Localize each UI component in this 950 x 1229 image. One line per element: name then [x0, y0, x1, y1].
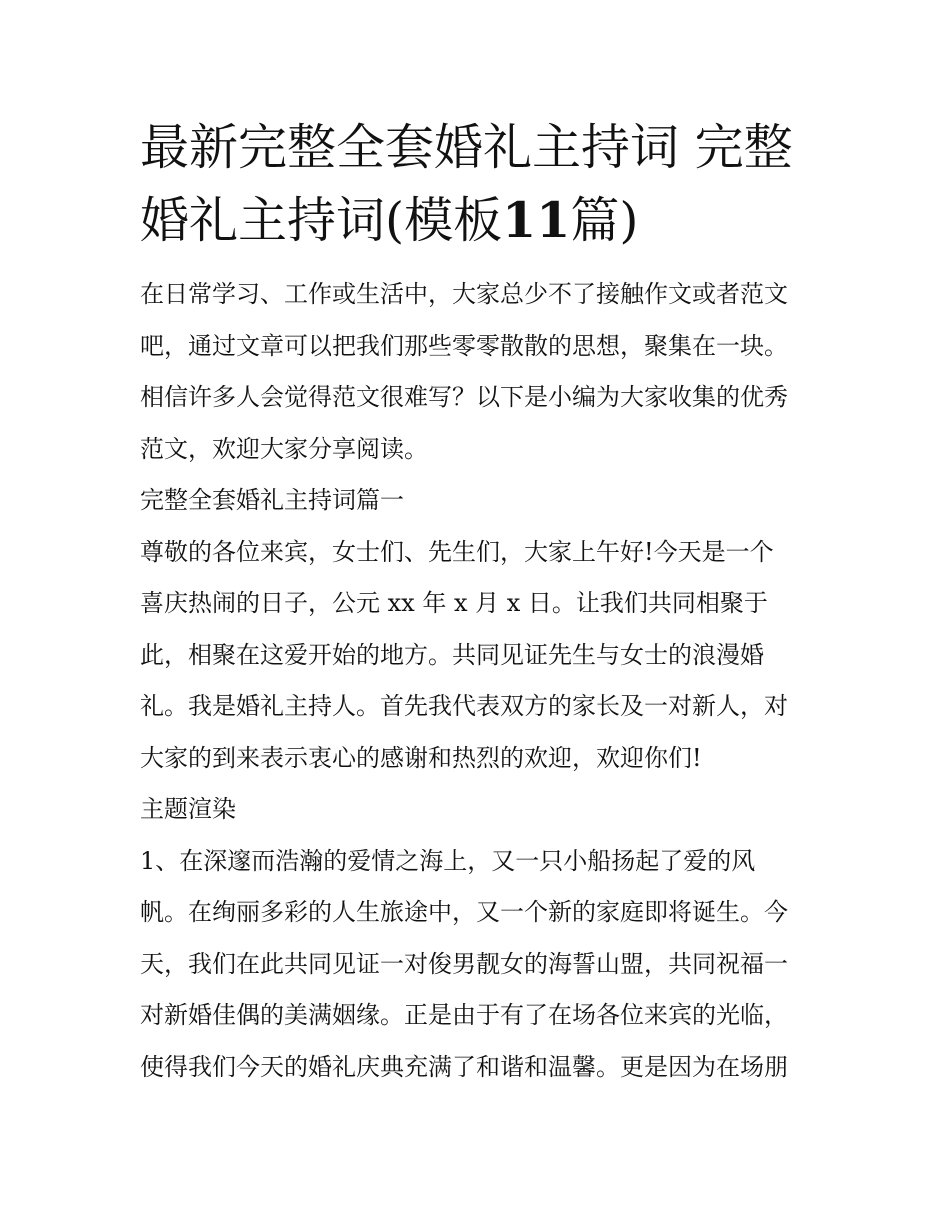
paragraph-line: 此，相聚在这爱开始的地方。共同见证先生与女士的浪漫婚 [140, 640, 764, 669]
paragraph-line: 对新婚佳偶的美满姻缘。正是由于有了在场各位来宾的光临， [140, 1001, 788, 1029]
title-line-2-suffix: 篇) [570, 192, 639, 249]
intro-line: 范文，欢迎大家分享阅读。 [140, 434, 428, 463]
document-title [140, 112, 820, 257]
intro-line: 吧，通过文章可以把我们那些零零散散的思想，聚集在一块。 [140, 331, 788, 360]
subsection-heading: 主题渲染 [140, 795, 236, 823]
intro-line: 在日常学习、工作或生活中，大家总少不了接触作文或者范文 [140, 280, 788, 308]
title-line-2-number: 11 [502, 191, 571, 249]
title-line-2-prefix: 婚礼主持词(模板 [140, 192, 503, 249]
paragraph-line: 使得我们今天的婚礼庆典充满了和谐和温馨。更是因为在场朋 [140, 1052, 788, 1081]
paragraph-line: 尊敬的各位来宾，女士们、先生们，大家上午好!今天是一个 [140, 537, 774, 566]
paragraph-line: 天，我们在此共同见证一对俊男靓女的海誓山盟，共同祝福一 [140, 949, 788, 978]
intro-line: 相信许多人会觉得范文很难写？以下是小编为大家收集的优秀 [140, 383, 788, 411]
paragraph-line: 帆。在绚丽多彩的人生旅途中，又一个新的家庭即将诞生。今 [140, 898, 788, 926]
title-line-2 [140, 184, 820, 257]
paragraph-line: 大家的到来表示衷心的感谢和热烈的欢迎，欢迎你们! [140, 743, 702, 772]
document-page [140, 112, 820, 1093]
paragraph-line: 礼。我是婚礼主持人。首先我代表双方的家长及一对新人，对 [140, 692, 788, 720]
paragraph-line: 1、在深邃而浩瀚的爱情之海上，又一只小船扬起了爱的风 [140, 846, 756, 875]
document-body [140, 269, 820, 1093]
title-line-1: 最新完整全套婚礼主持词 完整 [140, 119, 793, 176]
paragraph-line: 喜庆热闹的日子，公元 xx 年 x 月 x 日。让我们共同相聚于 [140, 589, 768, 617]
section-heading: 完整全套婚礼主持词篇一 [140, 486, 404, 514]
